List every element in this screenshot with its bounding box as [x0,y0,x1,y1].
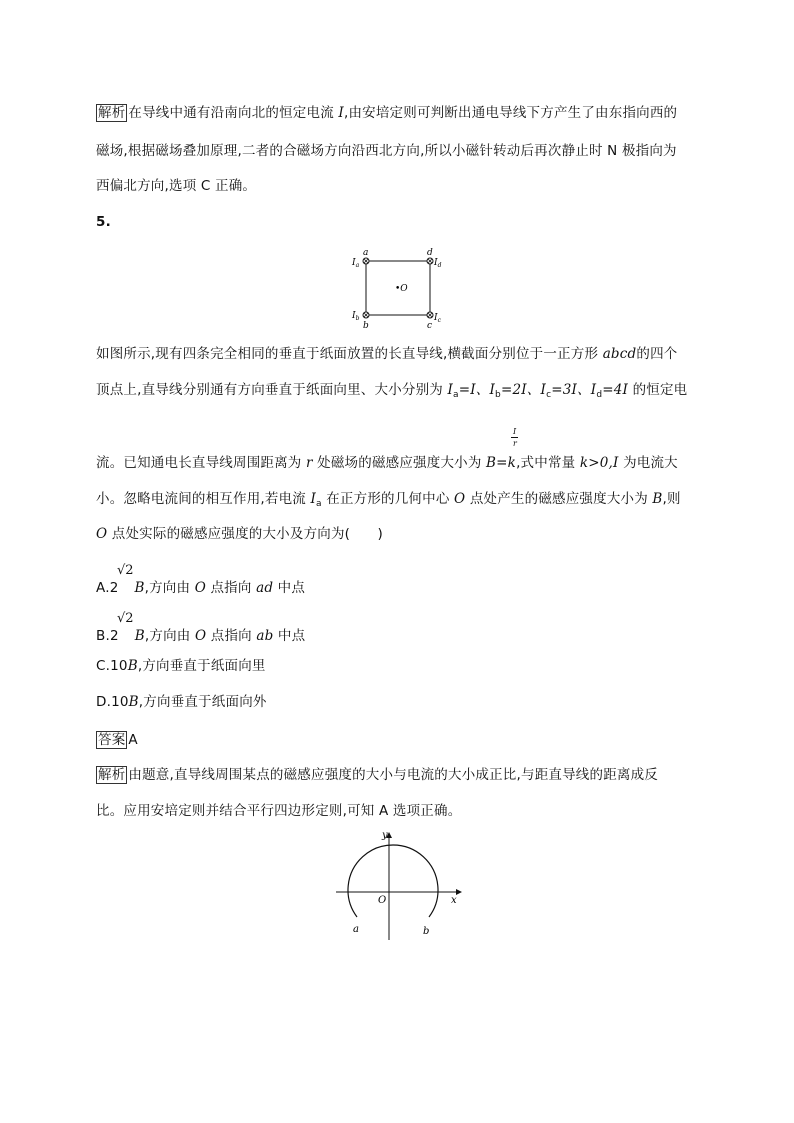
formula-fraction-numerator: I [513,427,517,436]
question-number: 5. [96,214,111,230]
question-line-5: O 点处实际的磁感应强度的大小及方向为( ) [96,526,384,542]
corner-b-label: b [363,321,369,331]
option-a-sqrt: √2 [117,563,134,578]
option-d[interactable]: D.10B,方向垂直于纸面向外 [96,694,267,710]
point-b-label: b [423,926,430,937]
corner-a-label: a [363,248,369,258]
center-O-label: •O [395,284,408,294]
option-b[interactable]: B.2 B,方向由 O 点指向 ab 中点 [96,628,306,644]
option-c[interactable]: C.10B,方向垂直于纸面向里 [96,658,266,674]
analysis-line-1: 解析 由题意,直导线周围某点的磁感应强度的大小与电流的大小成正比,与距直导线的距离成反 [98,767,658,783]
origin-label: O [378,895,387,906]
formula-fraction-denominator: r [513,439,517,448]
x-axis-label: x [451,895,457,906]
question-line-1: 如图所示,现有四条完全相同的垂直于纸面放置的长直导线,横截面分别位于一正方形 abcd的四个 [96,346,678,362]
answer-value: A [128,732,138,748]
corner-d-label: d [427,248,433,258]
answer-line [96,730,138,750]
option-b-sqrt: √2 [117,611,134,626]
question-line-2: 顶点上,直导线分别通有方向垂直于纸面向里、大小分别为 $I_a=I$、$I_b=2I$、$I_c=3I$、$I_d=4I$ 的恒定电 [96,382,688,400]
figure-square-wires [340,244,460,334]
wire-a-symbol [363,258,369,264]
wire-d-symbol [427,258,433,264]
question-line-3: 流。已知通电长直导线周围距离为 r 处磁场的磁感应强度大小为 B=k,式中常量 k>0,I 为电流大 [96,455,678,471]
current-Ia-label: $I_a$ [352,258,360,269]
y-axis-label: y [382,830,388,841]
x-axis-arrow [456,889,462,895]
prev-analysis-line-2: 磁场,根据磁场叠加原理,二者的合磁场方向沿西北方向,所以小磁针转动后再次静止时 N 极指向为 [96,143,677,159]
analysis-tag: 解析 [98,105,126,121]
option-a[interactable]: A.2 B,方向由 O 点指向 ad 中点 [96,580,306,596]
wire-b-symbol [363,312,369,318]
analysis-tag-2: 解析 [98,767,126,783]
formula-fraction-bar [511,437,518,438]
arc-path [348,845,438,917]
question-line-4: 小。忽略电流间的相互作用,若电流 $I_a$ 在正方形的几何中心 O 点处产生的磁感应强度大小为 B,则 [96,491,681,509]
analysis-line-2: 比。应用安培定则并结合平行四边形定则,可知 A 选项正确。 [96,803,462,819]
answer-tag: 答案 [98,732,126,748]
current-Ic-label: $I_c$ [434,313,441,324]
wire-c-symbol [427,312,433,318]
figure-circle-axes [330,828,470,946]
corner-c-label: c [427,321,433,331]
current-Id-label: $I_d$ [434,258,442,269]
point-a-label: a [353,924,359,935]
current-Ib-label: $I_b$ [352,311,360,322]
prev-analysis-line-1: 解析 在导线中通有沿南向北的恒定电流 I,由安培定则可判断出通电导线下方产生了由东指向西的 [98,105,678,121]
prev-analysis-line-3: 西偏北方向,选项 C 正确。 [96,178,257,194]
